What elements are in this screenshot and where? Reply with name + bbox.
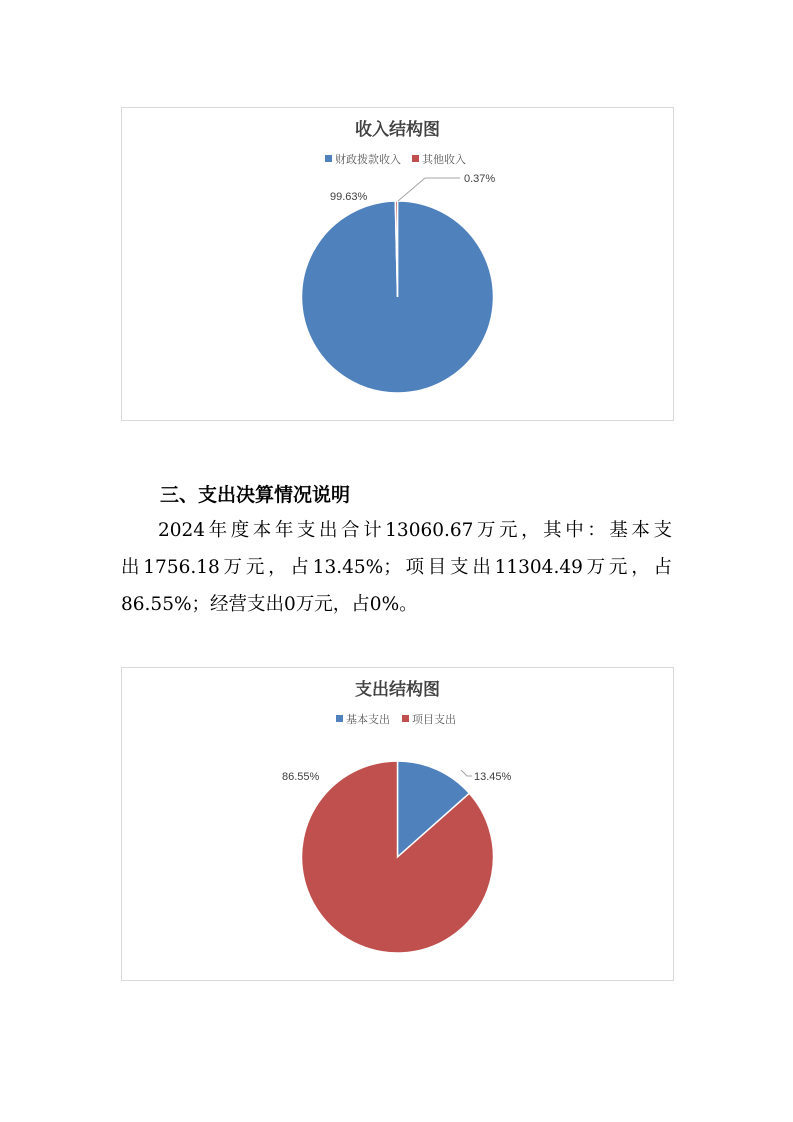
legend [336,712,456,726]
leader-line [461,770,472,776]
legend-swatch-1 [412,155,419,162]
legend-label-0: 基本支出 [346,713,390,726]
leader-line [398,178,460,201]
data-label-0: 13.45% [474,771,512,783]
income-structure-chart [121,107,674,421]
data-label-0: 99.63% [330,191,368,203]
chart-title: 收入结构图 [355,120,440,140]
legend-swatch-0 [336,715,343,722]
section-heading: 三、支出决算情况说明 [160,484,351,506]
chart-title: 支出结构图 [355,680,440,700]
data-label-1: 0.37% [464,173,496,185]
legend-label-0: 财政拨款收入 [335,153,401,166]
expenditure-paragraph [121,512,672,623]
paragraph-line: 86.55%；经营支出0万元，占0%。 [121,594,418,615]
expenditure-pie-chart [122,668,673,980]
income-pie-chart [122,108,673,420]
legend-label-1: 项目支出 [412,713,456,726]
legend-swatch-0 [325,155,332,162]
pie-slices [302,761,494,953]
paragraph-line: 2024年度本年支出合计13060.67万元，其中：基本支 [158,520,672,541]
data-label-1: 86.55% [282,771,320,783]
legend-label-1: 其他收入 [422,153,466,166]
legend [325,152,466,166]
pie-slices [302,201,494,393]
expenditure-structure-chart [121,667,674,981]
paragraph-line: 出1756.18万元，占13.45%；项目支出11304.49万元，占 [121,557,672,578]
legend-swatch-1 [402,715,409,722]
